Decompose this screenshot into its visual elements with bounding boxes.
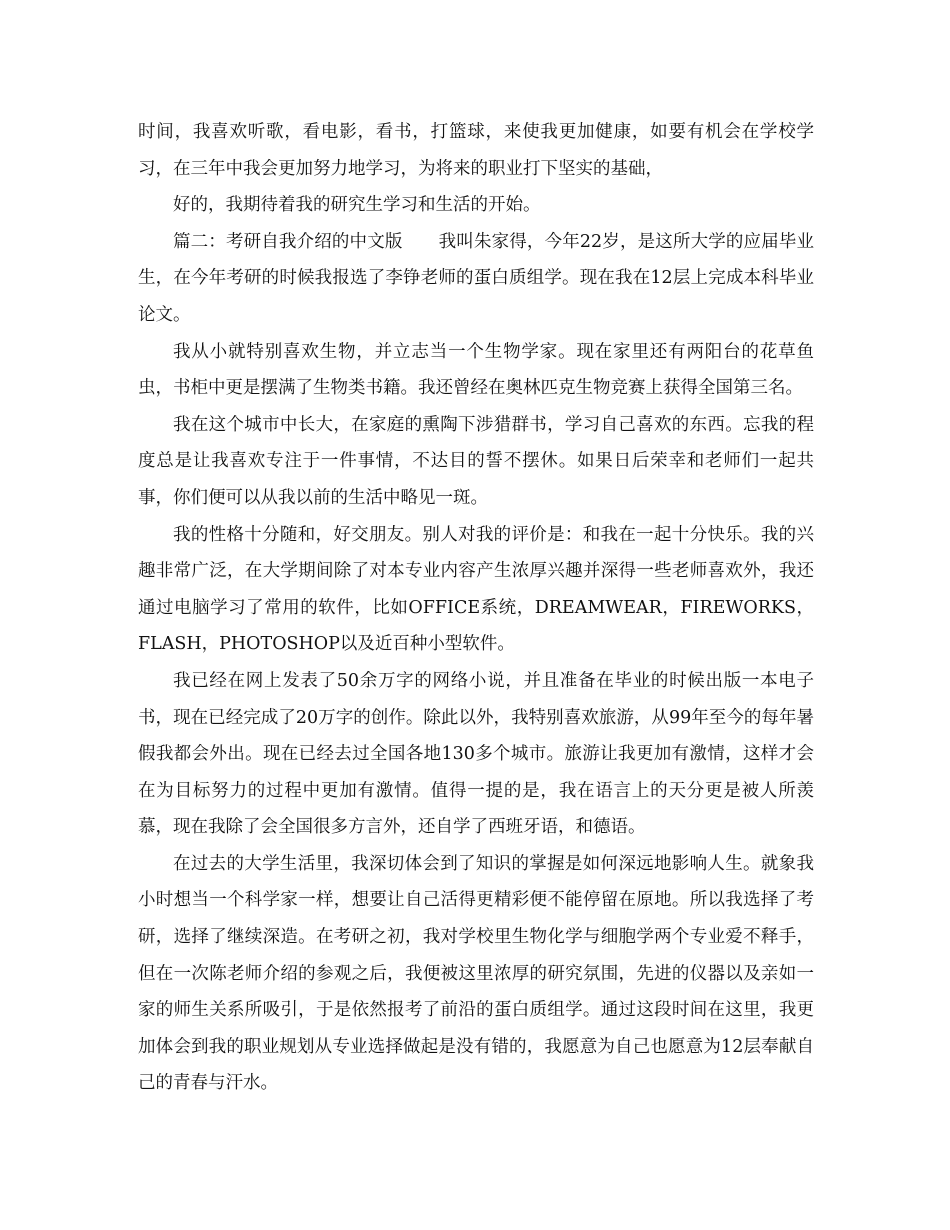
section-heading: 篇二：考研自我介绍的中文版: [173, 231, 403, 252]
paragraph-3-text: 我叫朱家得，今年22岁，是这所大学的应届毕业生，在今年考研的时候我报选了李铮老师的蛋白质组学。现在我在12层上完成本科毕业论文。: [138, 231, 814, 325]
paragraph-5: [138, 407, 814, 517]
paragraph-4: [138, 334, 814, 407]
paragraph-6: [138, 517, 814, 663]
paragraph-4-text: 我从小就特别喜欢生物，并立志当一个生物学家。现在家里还有两阳台的花草鱼虫，书柜中更是摆满了生物类书籍。我还曾经在奥林匹克生物竞赛上获得全国第三名。: [138, 341, 814, 399]
paragraph-5-text: 我在这个城市中长大，在家庭的熏陶下涉猎群书，学习自己喜欢的东西。忘我的程度总是让我喜欢专注于一件事情，不达目的誓不摆休。如果日后荣幸和老师们一起共事，你们便可以从我以前的生活中略见一斑。: [138, 414, 814, 508]
paragraph-3: [138, 224, 814, 334]
paragraph-2-text: 好的，我期待着我的研究生学习和生活的开始。: [173, 195, 541, 216]
paragraph-1-text: 时间，我喜欢听歌，看电影，看书，打篮球，来使我更加健康，如要有机会在学校学习，在三年中我会更加努力地学习，为将来的职业打下坚实的基础，: [138, 122, 814, 179]
paragraph-6-text: 我的性格十分随和，好交朋友。别人对我的评价是：和我在一起十分快乐。我的兴趣非常广泛，在大学期间除了对本专业内容产生浓厚兴趣并深得一些老师喜欢外，我还通过电脑学习了常用的软件，比如OFFICE系统，DREAMWEAR，FIREWORKS，FLASH，PHOTOSHOP以及近百种小型软件。: [138, 524, 814, 655]
paragraph-7-text: 我已经在网上发表了50余万字的网络小说，并且准备在毕业的时候出版一本电子书，现在已经完成了20万字的创作。除此以外，我特别喜欢旅游，从99年至今的每年暑假我都会外出。现在已经去过全国各地130多个城市。旅游让我更加有激情，这样才会在为目标努力的过程中更加有激情。值得一提的是，我在语言上的天分更是被人所羡慕，现在我除了会全国很多方言外，还自学了西班牙语，和德语。: [138, 670, 814, 838]
paragraph-7: [138, 663, 814, 846]
paragraph-8: [138, 846, 814, 1102]
paragraph-2: [138, 187, 814, 224]
paragraph-1: [138, 114, 814, 187]
paragraph-8-text: 在过去的大学生活里，我深切体会到了知识的掌握是如何深远地影响人生。就象我小时想当一个科学家一样，想要让自己活得更精彩便不能停留在原地。所以我选择了考研，选择了继续深造。在考研之初，我对学校里生物化学与细胞学两个专业爱不释手，但在一次陈老师介绍的参观之后，我便被这里浓厚的研究氛围，先进的仪器以及亲如一家的师生关系所吸引，于是依然报考了前沿的蛋白质组学。通过这段时间在这里，我更加体会到我的职业规划从专业选择做起是没有错的，我愿意为自己也愿意为12层奉献自己的青春与汗水。: [138, 853, 814, 1094]
document-body: [138, 114, 814, 1102]
